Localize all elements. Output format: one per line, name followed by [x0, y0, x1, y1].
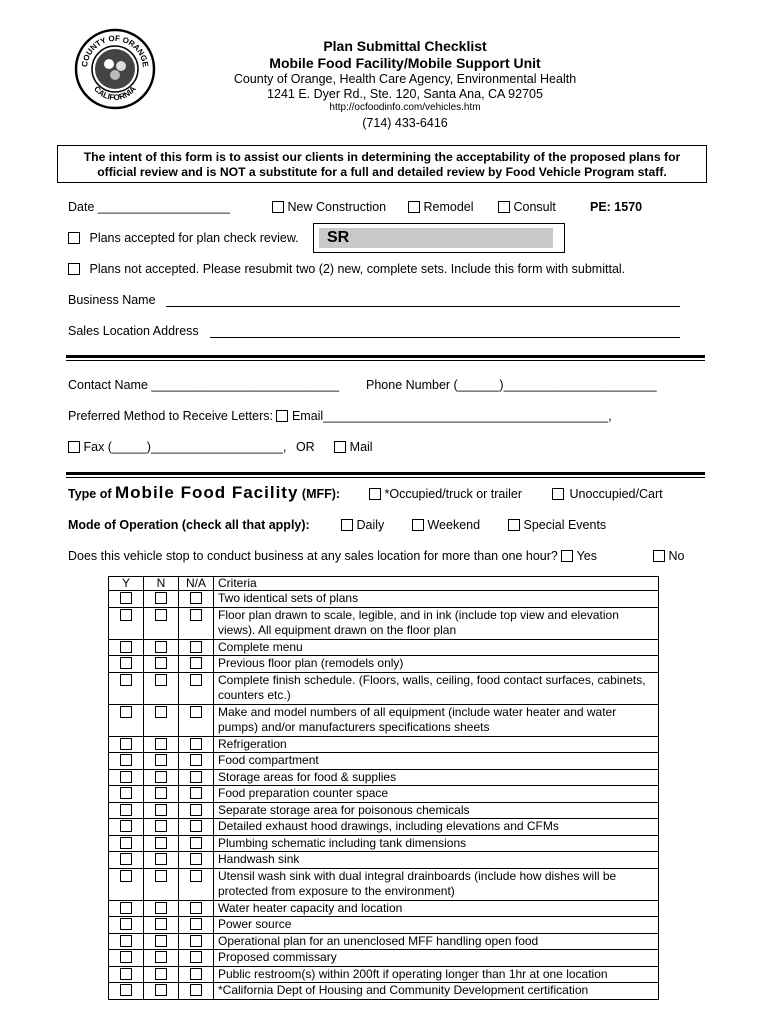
- plans-not-accepted-label: Plans not accepted. Please resubmit two (2) new, complete sets. Include this form with submittal.: [89, 262, 626, 276]
- criteria-na-checkbox[interactable]: [190, 870, 202, 882]
- criteria-y-checkbox[interactable]: [120, 754, 132, 766]
- criteria-na-checkbox[interactable]: [190, 918, 202, 930]
- criteria-na-cell: [179, 933, 214, 950]
- criteria-na-cell: [179, 835, 214, 852]
- criteria-n-checkbox[interactable]: [155, 706, 167, 718]
- seal-top-text: COUNTY OF ORANGE: [79, 33, 150, 68]
- sales-location-label: Sales Location Address: [68, 324, 199, 338]
- criteria-na-checkbox[interactable]: [190, 804, 202, 816]
- criteria-text: Previous floor plan (remodels only): [214, 656, 659, 673]
- criteria-na-cell: [179, 786, 214, 803]
- criteria-y-cell: [109, 983, 144, 1000]
- criteria-text: Separate storage area for poisonous chemicals: [214, 802, 659, 819]
- criteria-y-checkbox[interactable]: [120, 870, 132, 882]
- table-row: [109, 966, 659, 983]
- plans-not-accepted-checkbox[interactable]: [68, 263, 80, 275]
- criteria-text: Storage areas for food & supplies: [214, 769, 659, 786]
- criteria-y-cell: [109, 802, 144, 819]
- sr-field[interactable]: SR: [319, 228, 553, 248]
- criteria-na-checkbox[interactable]: [190, 674, 202, 686]
- email-field[interactable]: Email_________________________________________,: [291, 409, 612, 423]
- criteria-n-checkbox[interactable]: [155, 592, 167, 604]
- agency-url[interactable]: http://ocfoodinfo.com/vehicles.htm: [329, 102, 481, 113]
- or-label: OR: [295, 440, 315, 454]
- criteria-y-cell: [109, 852, 144, 869]
- daily-option[interactable]: [341, 518, 384, 532]
- criteria-n-checkbox[interactable]: [155, 609, 167, 621]
- preferred-method-label: Preferred Method to Receive Letters:: [68, 409, 273, 423]
- criteria-n-cell: [144, 639, 179, 656]
- no-option[interactable]: [653, 549, 684, 563]
- table-row: [109, 591, 659, 608]
- agency-address: 1241 E. Dyer Rd., Ste. 120, Santa Ana, CA 92705: [267, 87, 543, 101]
- criteria-na-checkbox[interactable]: [190, 641, 202, 653]
- criteria-y-checkbox[interactable]: [120, 837, 132, 849]
- criteria-na-cell: [179, 769, 214, 786]
- criteria-n-checkbox[interactable]: [155, 918, 167, 930]
- criteria-y-cell: [109, 868, 144, 900]
- criteria-y-cell: [109, 656, 144, 673]
- criteria-n-cell: [144, 802, 179, 819]
- header-n: N: [144, 577, 179, 591]
- criteria-na-checkbox[interactable]: [190, 984, 202, 996]
- criteria-y-cell: [109, 933, 144, 950]
- no-checkbox[interactable]: [653, 550, 665, 562]
- sales-duration-row: [68, 549, 597, 563]
- criteria-na-checkbox[interactable]: [190, 902, 202, 914]
- criteria-y-cell: [109, 753, 144, 770]
- criteria-n-checkbox[interactable]: [155, 870, 167, 882]
- criteria-text: Power source: [214, 917, 659, 934]
- criteria-na-cell: [179, 868, 214, 900]
- criteria-n-checkbox[interactable]: [155, 771, 167, 783]
- criteria-n-cell: [144, 786, 179, 803]
- criteria-y-checkbox[interactable]: [120, 641, 132, 653]
- sales-location-input[interactable]: [210, 337, 680, 338]
- criteria-na-cell: [179, 656, 214, 673]
- special-events-label: Special Events: [523, 518, 607, 532]
- table-row: [109, 900, 659, 917]
- criteria-na-cell: [179, 950, 214, 967]
- mail-checkbox[interactable]: [334, 441, 346, 453]
- criteria-n-checkbox[interactable]: [155, 674, 167, 686]
- criteria-text: Complete menu: [214, 639, 659, 656]
- criteria-y-cell: [109, 591, 144, 608]
- consult-checkbox[interactable]: [498, 201, 510, 213]
- business-name-label: Business Name: [68, 293, 156, 307]
- fax-field[interactable]: Fax (_____)___________________,: [83, 440, 287, 454]
- criteria-n-checkbox[interactable]: [155, 902, 167, 914]
- criteria-table: [108, 576, 659, 1000]
- criteria-na-checkbox[interactable]: [190, 657, 202, 669]
- criteria-na-cell: [179, 607, 214, 639]
- criteria-na-checkbox[interactable]: [190, 935, 202, 947]
- criteria-y-checkbox[interactable]: [120, 706, 132, 718]
- criteria-na-cell: [179, 639, 214, 656]
- occupied-option[interactable]: [369, 487, 522, 501]
- table-row: [109, 607, 659, 639]
- criteria-y-cell: [109, 736, 144, 753]
- criteria-text: Operational plan for an unenclosed MFF handling open food: [214, 933, 659, 950]
- table-row: [109, 672, 659, 704]
- criteria-na-checkbox[interactable]: [190, 706, 202, 718]
- table-row: [109, 983, 659, 1000]
- criteria-y-cell: [109, 966, 144, 983]
- pe-code: PE: 1570: [590, 200, 643, 214]
- table-row: [109, 802, 659, 819]
- criteria-text: Food preparation counter space: [214, 786, 659, 803]
- fax-checkbox[interactable]: [68, 441, 80, 453]
- criteria-y-checkbox[interactable]: [120, 935, 132, 947]
- criteria-na-checkbox[interactable]: [190, 738, 202, 750]
- table-row: [109, 736, 659, 753]
- mff-type-row: [68, 483, 340, 503]
- fax-row: [68, 440, 373, 454]
- table-row: [109, 917, 659, 934]
- criteria-y-cell: [109, 917, 144, 934]
- section-divider: [66, 355, 705, 361]
- weekend-option[interactable]: [412, 518, 480, 532]
- criteria-n-checkbox[interactable]: [155, 951, 167, 963]
- unoccupied-option[interactable]: [552, 487, 663, 501]
- remodel-checkbox[interactable]: [408, 201, 420, 213]
- criteria-y-checkbox[interactable]: [120, 853, 132, 865]
- criteria-n-checkbox[interactable]: [155, 657, 167, 669]
- criteria-y-cell: [109, 819, 144, 836]
- sales-duration-question: Does this vehicle stop to conduct business at any sales location for more than one hour?: [68, 549, 558, 563]
- table-row: [109, 769, 659, 786]
- criteria-text: *California Dept of Housing and Community Development certification: [214, 983, 659, 1000]
- table-row: [109, 786, 659, 803]
- mff-type-label-pre: Type of: [68, 487, 112, 501]
- criteria-n-cell: [144, 917, 179, 934]
- date-field[interactable]: Date ___________________: [68, 200, 230, 214]
- phone-number-field[interactable]: Phone Number (______)______________________: [366, 378, 657, 392]
- criteria-n-cell: [144, 819, 179, 836]
- table-row: [109, 852, 659, 869]
- criteria-na-cell: [179, 672, 214, 704]
- title-line-2: Mobile Food Facility/Mobile Support Unit: [269, 55, 541, 71]
- criteria-n-cell: [144, 753, 179, 770]
- criteria-text: Proposed commissary: [214, 950, 659, 967]
- criteria-n-checkbox[interactable]: [155, 738, 167, 750]
- criteria-n-cell: [144, 835, 179, 852]
- new-construction-option[interactable]: [272, 200, 386, 214]
- criteria-n-checkbox[interactable]: [155, 984, 167, 996]
- remodel-label: Remodel: [423, 200, 474, 214]
- new-construction-label: New Construction: [287, 200, 387, 214]
- criteria-na-checkbox[interactable]: [190, 853, 202, 865]
- criteria-n-cell: [144, 966, 179, 983]
- criteria-na-cell: [179, 983, 214, 1000]
- special-events-checkbox[interactable]: [508, 519, 520, 531]
- criteria-n-cell: [144, 591, 179, 608]
- criteria-n-cell: [144, 852, 179, 869]
- seal-bottom-text: CALIFORNIA: [92, 84, 138, 103]
- criteria-na-checkbox[interactable]: [190, 968, 202, 980]
- table-row: [109, 704, 659, 736]
- criteria-text: Floor plan drawn to scale, legible, and in ink (include top view and elevation views). All equipment drawn on the floor plan: [214, 607, 659, 639]
- criteria-n-cell: [144, 704, 179, 736]
- criteria-n-cell: [144, 933, 179, 950]
- criteria-y-cell: [109, 607, 144, 639]
- criteria-na-cell: [179, 966, 214, 983]
- table-row: [109, 950, 659, 967]
- occupied-label: *Occupied/truck or trailer: [384, 487, 523, 501]
- criteria-text: Food compartment: [214, 753, 659, 770]
- table-row: [109, 639, 659, 656]
- preferred-method-row: [68, 409, 612, 423]
- criteria-text: Two identical sets of plans: [214, 591, 659, 608]
- daily-label: Daily: [356, 518, 385, 532]
- criteria-n-cell: [144, 656, 179, 673]
- criteria-na-cell: [179, 900, 214, 917]
- intent-line-2: official review and is NOT a substitute for a full and detailed review by Food Vehicle Program staff.: [97, 165, 667, 179]
- table-row: [109, 819, 659, 836]
- new-construction-checkbox[interactable]: [272, 201, 284, 213]
- unoccupied-checkbox[interactable]: [552, 488, 564, 500]
- criteria-n-checkbox[interactable]: [155, 935, 167, 947]
- criteria-y-cell: [109, 900, 144, 917]
- occupied-checkbox[interactable]: [369, 488, 381, 500]
- criteria-na-cell: [179, 819, 214, 836]
- remodel-option[interactable]: [408, 200, 474, 214]
- weekend-label: Weekend: [427, 518, 481, 532]
- table-row: [109, 835, 659, 852]
- county-seal: [74, 28, 156, 110]
- criteria-n-checkbox[interactable]: [155, 804, 167, 816]
- criteria-y-cell: [109, 639, 144, 656]
- criteria-na-checkbox[interactable]: [190, 771, 202, 783]
- criteria-y-cell: [109, 769, 144, 786]
- criteria-y-checkbox[interactable]: [120, 968, 132, 980]
- agency-name: County of Orange, Health Care Agency, Environmental Health: [233, 72, 577, 86]
- criteria-text: Plumbing schematic including tank dimensions: [214, 835, 659, 852]
- criteria-na-checkbox[interactable]: [190, 820, 202, 832]
- criteria-y-checkbox[interactable]: [120, 787, 132, 799]
- criteria-text: Detailed exhaust hood drawings, including elevations and CFMs: [214, 819, 659, 836]
- criteria-text: Water heater capacity and location: [214, 900, 659, 917]
- criteria-y-checkbox[interactable]: [120, 804, 132, 816]
- criteria-n-cell: [144, 736, 179, 753]
- criteria-n-checkbox[interactable]: [155, 820, 167, 832]
- criteria-y-cell: [109, 704, 144, 736]
- header-y: Y: [109, 577, 144, 591]
- criteria-y-checkbox[interactable]: [120, 984, 132, 996]
- criteria-na-cell: [179, 736, 214, 753]
- criteria-n-cell: [144, 672, 179, 704]
- criteria-n-cell: [144, 983, 179, 1000]
- mff-type-label-post: (MFF):: [301, 487, 341, 501]
- criteria-y-checkbox[interactable]: [120, 657, 132, 669]
- contact-name-field[interactable]: Contact Name ___________________________: [68, 378, 340, 392]
- criteria-na-checkbox[interactable]: [190, 787, 202, 799]
- weekend-checkbox[interactable]: [412, 519, 424, 531]
- criteria-n-cell: [144, 868, 179, 900]
- criteria-text: Refrigeration: [214, 736, 659, 753]
- yes-label: Yes: [576, 549, 598, 563]
- criteria-na-checkbox[interactable]: [190, 609, 202, 621]
- criteria-y-cell: [109, 835, 144, 852]
- agency-phone: (714) 433-6416: [362, 116, 448, 130]
- criteria-na-checkbox[interactable]: [190, 754, 202, 766]
- plans-accepted-option[interactable]: [68, 231, 299, 245]
- table-row: [109, 868, 659, 900]
- criteria-y-cell: [109, 672, 144, 704]
- unoccupied-label: Unoccupied/Cart: [569, 487, 663, 501]
- criteria-n-cell: [144, 950, 179, 967]
- criteria-n-cell: [144, 607, 179, 639]
- plans-not-accepted-option[interactable]: [68, 262, 625, 276]
- mail-label: Mail: [349, 440, 373, 454]
- criteria-n-cell: [144, 900, 179, 917]
- section-divider-2: [66, 472, 705, 478]
- criteria-n-checkbox[interactable]: [155, 853, 167, 865]
- criteria-y-checkbox[interactable]: [120, 738, 132, 750]
- header-na: N/A: [179, 577, 214, 591]
- criteria-y-checkbox[interactable]: [120, 609, 132, 621]
- table-row: [109, 656, 659, 673]
- criteria-n-checkbox[interactable]: [155, 837, 167, 849]
- criteria-na-cell: [179, 704, 214, 736]
- criteria-y-checkbox[interactable]: [120, 820, 132, 832]
- intent-notice: [57, 145, 707, 183]
- criteria-na-cell: [179, 591, 214, 608]
- special-events-option[interactable]: [508, 518, 606, 532]
- yes-checkbox[interactable]: [561, 550, 573, 562]
- criteria-header-row: [109, 577, 659, 591]
- daily-checkbox[interactable]: [341, 519, 353, 531]
- criteria-n-checkbox[interactable]: [155, 787, 167, 799]
- criteria-y-checkbox[interactable]: [120, 771, 132, 783]
- criteria-na-cell: [179, 917, 214, 934]
- criteria-y-checkbox[interactable]: [120, 592, 132, 604]
- plans-accepted-checkbox[interactable]: [68, 232, 80, 244]
- criteria-na-checkbox[interactable]: [190, 592, 202, 604]
- criteria-na-cell: [179, 802, 214, 819]
- criteria-n-cell: [144, 769, 179, 786]
- criteria-text: Handwash sink: [214, 852, 659, 869]
- email-checkbox[interactable]: [276, 410, 288, 422]
- criteria-y-checkbox[interactable]: [120, 918, 132, 930]
- business-name-input[interactable]: [166, 306, 680, 307]
- criteria-na-cell: [179, 753, 214, 770]
- consult-option[interactable]: [498, 200, 556, 214]
- criteria-na-checkbox[interactable]: [190, 951, 202, 963]
- criteria-y-checkbox[interactable]: [120, 674, 132, 686]
- criteria-y-checkbox[interactable]: [120, 902, 132, 914]
- consult-label: Consult: [513, 200, 556, 214]
- criteria-na-checkbox[interactable]: [190, 837, 202, 849]
- title-line-1: Plan Submittal Checklist: [323, 38, 487, 54]
- mode-label: Mode of Operation (check all that apply):: [68, 518, 310, 532]
- table-row: [109, 933, 659, 950]
- criteria-n-checkbox[interactable]: [155, 754, 167, 766]
- criteria-n-checkbox[interactable]: [155, 641, 167, 653]
- mff-type-label-big: Mobile Food Facility: [115, 483, 299, 502]
- criteria-text: Make and model numbers of all equipment (include water heater and water pumps) and/or manufacturers specifications sheets: [214, 704, 659, 736]
- criteria-y-cell: [109, 950, 144, 967]
- intent-line-1: The intent of this form is to assist our clients in determining the acceptability of the proposed plans for: [83, 150, 681, 164]
- header-criteria: Criteria: [214, 577, 659, 591]
- criteria-y-cell: [109, 786, 144, 803]
- no-label: No: [668, 549, 685, 563]
- plans-accepted-label: Plans accepted for plan check review.: [89, 231, 299, 245]
- criteria-text: Public restroom(s) within 200ft if operating longer than 1hr at one location: [214, 966, 659, 983]
- table-row: [109, 753, 659, 770]
- criteria-text: Utensil wash sink with dual integral drainboards (include how dishes will be protected from exposure to the environment): [214, 868, 659, 900]
- criteria-n-checkbox[interactable]: [155, 968, 167, 980]
- criteria-text: Complete finish schedule. (Floors, walls, ceiling, food contact surfaces, cabinets, counters etc.): [214, 672, 659, 704]
- criteria-y-checkbox[interactable]: [120, 951, 132, 963]
- criteria-na-cell: [179, 852, 214, 869]
